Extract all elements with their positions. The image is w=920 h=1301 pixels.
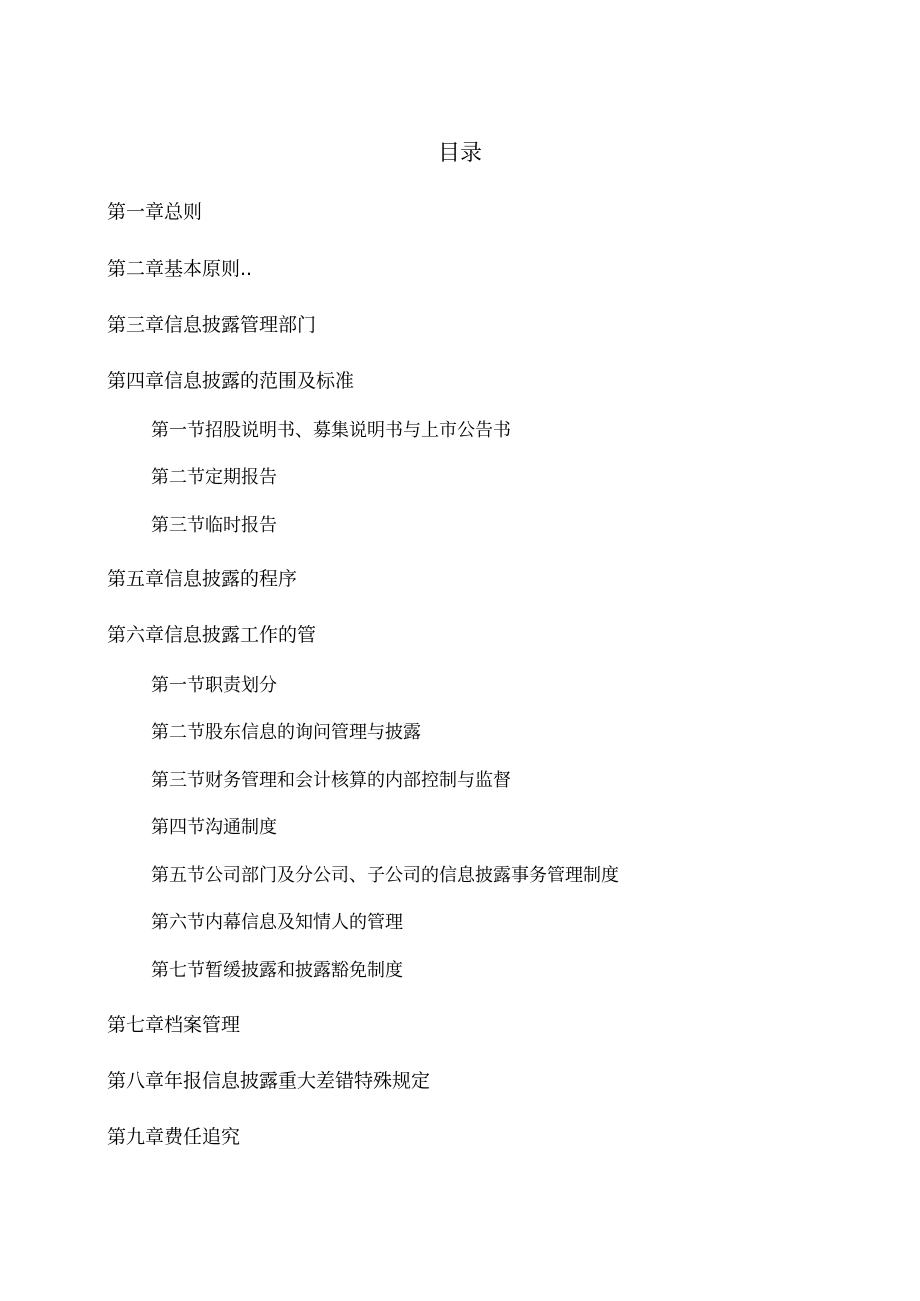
toc-chapter-8: 第八章年报信息披露重大差错特殊规定 xyxy=(107,1070,431,1092)
toc-section-4-3: 第三节临时报告 xyxy=(151,515,277,536)
toc-chapter-3: 第三章信息披露管理部门 xyxy=(107,314,317,336)
toc-section-6-4: 第四节沟通制度 xyxy=(151,817,277,838)
toc-chapter-4: 第四章信息披露的范围及标准 xyxy=(107,370,355,392)
toc-section-6-5: 第五节公司部门及分公司、子公司的信息披露事务管理制度 xyxy=(151,865,619,886)
toc-section-6-3: 第三节财务管理和会计核算的内部控制与监督 xyxy=(151,770,511,791)
toc-chapter-7: 第七章档案管理 xyxy=(107,1014,241,1036)
toc-section-6-1: 第一节职责划分 xyxy=(151,675,277,696)
toc-section-4-2: 第二节定期报告 xyxy=(151,467,277,488)
toc-chapter-1: 第一章总则 xyxy=(107,201,203,223)
toc-section-6-7: 第七节暂缓披露和披露豁免制度 xyxy=(151,960,403,981)
toc-chapter-9: 第九章费任追究 xyxy=(107,1126,241,1148)
toc-title: 目录 xyxy=(437,141,482,166)
toc-section-4-1: 第一节招股说明书、募集说明书与上市公告书 xyxy=(151,420,511,441)
toc-chapter-5: 第五章信息披露的程序 xyxy=(107,568,298,590)
toc-section-6-2: 第二节股东信息的询问管理与披露 xyxy=(151,722,421,743)
toc-section-6-6: 第六节内幕信息及知情人的管理 xyxy=(151,912,403,933)
toc-chapter-2: 第二章基本原则.. xyxy=(107,258,253,280)
toc-chapter-6: 第六章信息披露工作的管 xyxy=(107,624,317,646)
